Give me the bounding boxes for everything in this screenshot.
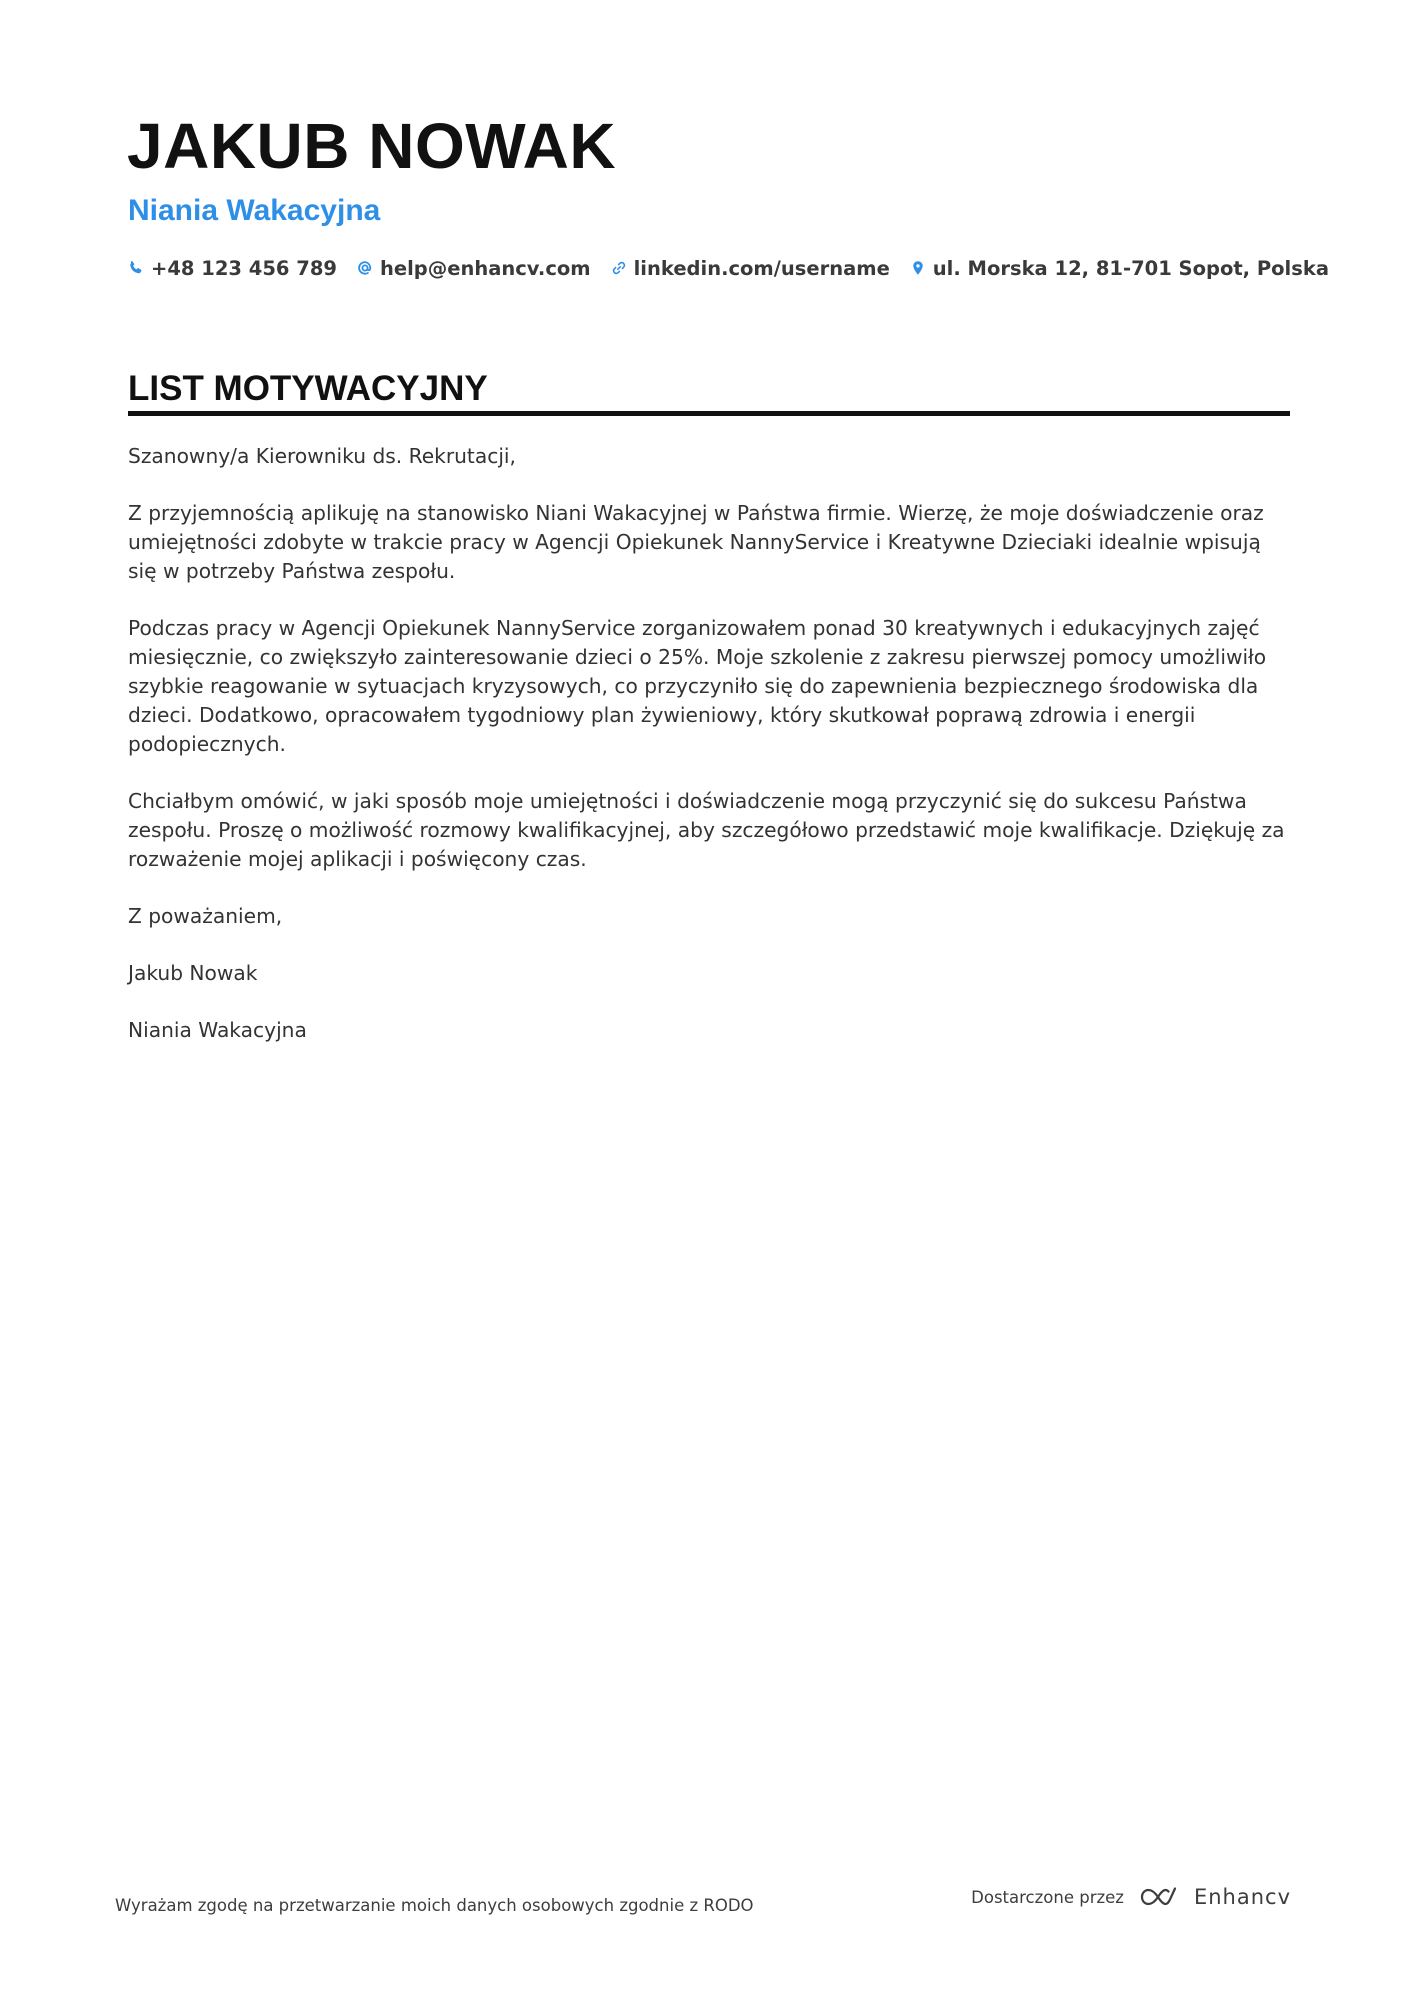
contact-bar	[128, 253, 1349, 283]
signature-name: Jakub Nowak	[128, 961, 258, 985]
enhancv-logo-text: Enhancv	[1193, 1885, 1291, 1909]
contact-phone-text: +48 123 456 789	[151, 256, 337, 280]
powered-by	[971, 1883, 1291, 1911]
contact-linkedin[interactable]	[611, 257, 890, 280]
enhancv-logo-icon	[1138, 1883, 1184, 1911]
signature-role: Niania Wakacyjna	[128, 1018, 307, 1042]
letter-closing: Z poważaniem,	[128, 904, 283, 928]
location-pin-icon	[910, 260, 926, 276]
contact-address-text: ul. Morska 12, 81-701 Sopot, Polska	[932, 256, 1329, 280]
candidate-name: JAKUB NOWAK	[127, 110, 617, 182]
contact-linkedin-text: linkedin.com/username	[633, 256, 890, 280]
contact-email[interactable]	[357, 257, 591, 280]
letter-greeting: Szanowny/a Kierowniku ds. Rekrutacji,	[128, 444, 516, 468]
letter-paragraph: Z przyjemnością aplikuję na stanowisko Niani Wakacyjnej w Państwa firmie. Wierzę, że moje doświadczenie oraz umiejętności zdobyte w trakcie pracy w Agencji Opiekunek NannyService i Kreatywne Dzieciaki idealnie wpisują się w potrzeby Państwa zespołu.	[128, 501, 1264, 583]
section-divider	[128, 411, 1290, 416]
letter-paragraph: Podczas pracy w Agencji Opiekunek NannyService zorganizowałem ponad 30 kreatywnych i edukacyjnych zajęć miesięcznie, co zwiększyło zainteresowanie dzieci o 25%. Moje szkolenie z zakresu pierwszej pomocy umożliwiło szybkie reagowanie w sytuacjach kryzysowych, co przyczyniło się do zapewnienia bezpiecznego środowiska dla dzieci. Dodatkowo, opracowałem tygodniowy plan żywieniowy, który skutkował poprawą zdrowia i energii podopiecznych.	[128, 616, 1267, 756]
letter-paragraph: Chciałbym omówić, w jaki sposób moje umiejętności i doświadczenie mogą przyczynić się do sukcesu Państwa zespołu. Proszę o możliwość rozmowy kwalifikacyjnej, aby szczegółowo przedstawić moje kwalifikacje. Dziękuję za rozważenie mojej aplikacji i poświęcony czas.	[128, 789, 1285, 871]
powered-by-label: Dostarczone przez	[971, 1887, 1124, 1907]
contact-email-text: help@enhancv.com	[379, 256, 591, 280]
gdpr-consent: Wyrażam zgodę na przetwarzanie moich danych osobowych zgodnie z RODO	[115, 1896, 754, 1915]
at-icon	[357, 260, 373, 276]
contact-address	[910, 257, 1329, 280]
section-title: LIST MOTYWACYJNY	[128, 369, 488, 408]
contact-phone[interactable]	[128, 257, 337, 280]
link-icon	[611, 260, 627, 276]
phone-icon	[128, 260, 144, 276]
letter-body	[128, 442, 1293, 1073]
candidate-role: Niania Wakacyjna	[128, 194, 381, 227]
